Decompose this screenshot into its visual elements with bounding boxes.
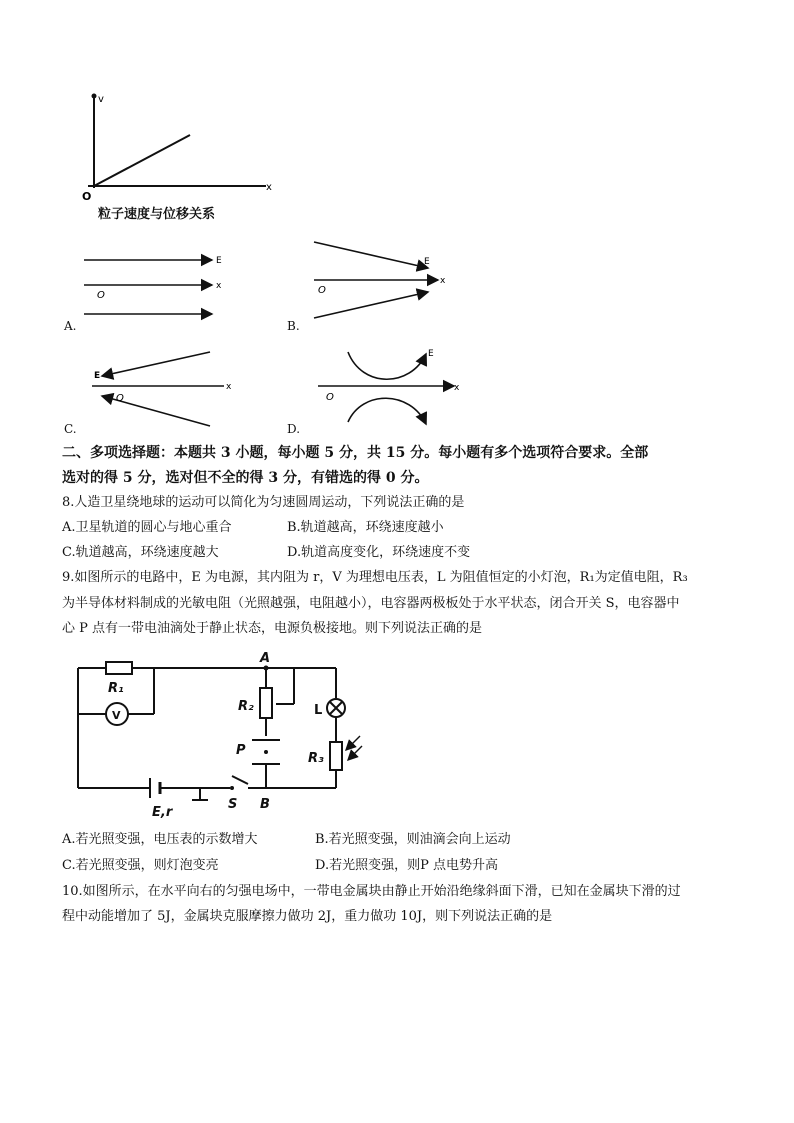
option-a-field-label: E [216,256,222,266]
option-b-diagram [310,238,470,328]
section2-heading-line2: 选对的得 5 分，选对但不全的得 3 分，有错选的得 0 分。 [62,470,429,486]
option-a-axis-label: x [216,281,222,291]
circuit-label-r3: R₃ [308,751,324,766]
option-d-axis-label: x [454,383,460,393]
option-b-origin-label: O [318,285,326,296]
resistor-r1 [106,662,132,674]
q8-option-a: A.卫星轨道的圆心与地心重合 [62,520,232,535]
q8-option-b: B.轨道越高，环绕速度越小 [287,520,444,535]
graph-origin-label: O [82,190,92,203]
q10-line1: 10.如图所示，在水平向右的匀强电场中，一带电金属块由静止开始沿绝缘斜面下滑，已知在金属块下滑的过 [62,884,681,899]
option-a-label: A. [64,319,77,333]
circuit-label-a: A [260,651,271,666]
option-a-origin-label: O [97,290,105,301]
circuit-label-b: B [260,797,270,812]
q9-option-d: D.若光照变强，则P 点电势升高 [315,858,498,873]
option-d-diagram [314,346,474,436]
circuit-label-v: V [112,709,121,722]
option-d-field-label: E [428,349,434,359]
q9-option-c: C.若光照变强，则灯泡变亮 [62,858,219,873]
q9-option-a: A.若光照变强，电压表的示数增大 [62,832,258,847]
q9-line2: 为半导体材料制成的光敏电阻（光照越强，电阻越小），电容器两极板处于水平状态，闭合开关 S，电容器中 [62,596,680,611]
option-c-axis-label: x [226,382,232,392]
circuit-label-l: L [314,703,323,718]
option-d-label: D. [287,422,301,436]
circuit-label-r1: R₁ [108,681,124,696]
option-d-origin-label: O [326,392,334,403]
q8-option-c: C.轨道越高，环绕速度越大 [62,545,219,560]
q8-option-d: D.轨道高度变化，环绕速度不变 [287,545,471,560]
circuit-diagram [70,650,370,820]
graph-line [94,135,190,186]
graph-x-label: x [266,182,272,193]
option-a-diagram [80,252,240,322]
option-c-origin-label: O [116,393,124,404]
option-b-field-label: E [424,257,430,267]
circuit-label-s: S [228,797,238,812]
q10-line2: 程中动能增加了 5J，金属块克服摩擦力做功 2J，重力做功 10J，则下列说法正确的是 [62,909,553,924]
graph-y-label: v [98,94,104,105]
photoresistor-r3 [330,742,342,770]
option-c-field-label: E [94,371,101,381]
q9-line3: 心 P 点有一带电油滴处于静止状态，电源负极接地。则下列说法正确的是 [62,621,483,636]
q9-line1: 9.如图所示的电路中，E 为电源，其内阻为 r，V 为理想电压表，L 为阻值恒定的小灯泡，R₁为定值电阻，R₃ [62,570,688,585]
graph-caption: 粒子速度与位移关系 [98,207,216,222]
rheostat-r2 [260,688,272,718]
circuit-label-r2: R₂ [238,699,254,714]
q8-stem: 8.人造卫星绕地球的运动可以简化为匀速圆周运动，下列说法正确的是 [62,495,465,510]
option-c-diagram [88,346,248,436]
circuit-label-er: E,r [152,805,173,820]
option-c-label: C. [64,422,77,436]
option-b-axis-label: x [440,276,446,286]
section2-heading-line1: 二、多项选择题：本题共 3 小题，每小题 5 分，共 15 分。每小题有多个选项符合要求。全部 [62,445,649,461]
circuit-label-p: P [236,743,246,758]
q9-option-b: B.若光照变强，则油滴会向上运动 [315,832,511,847]
option-b-label: B. [287,319,300,333]
